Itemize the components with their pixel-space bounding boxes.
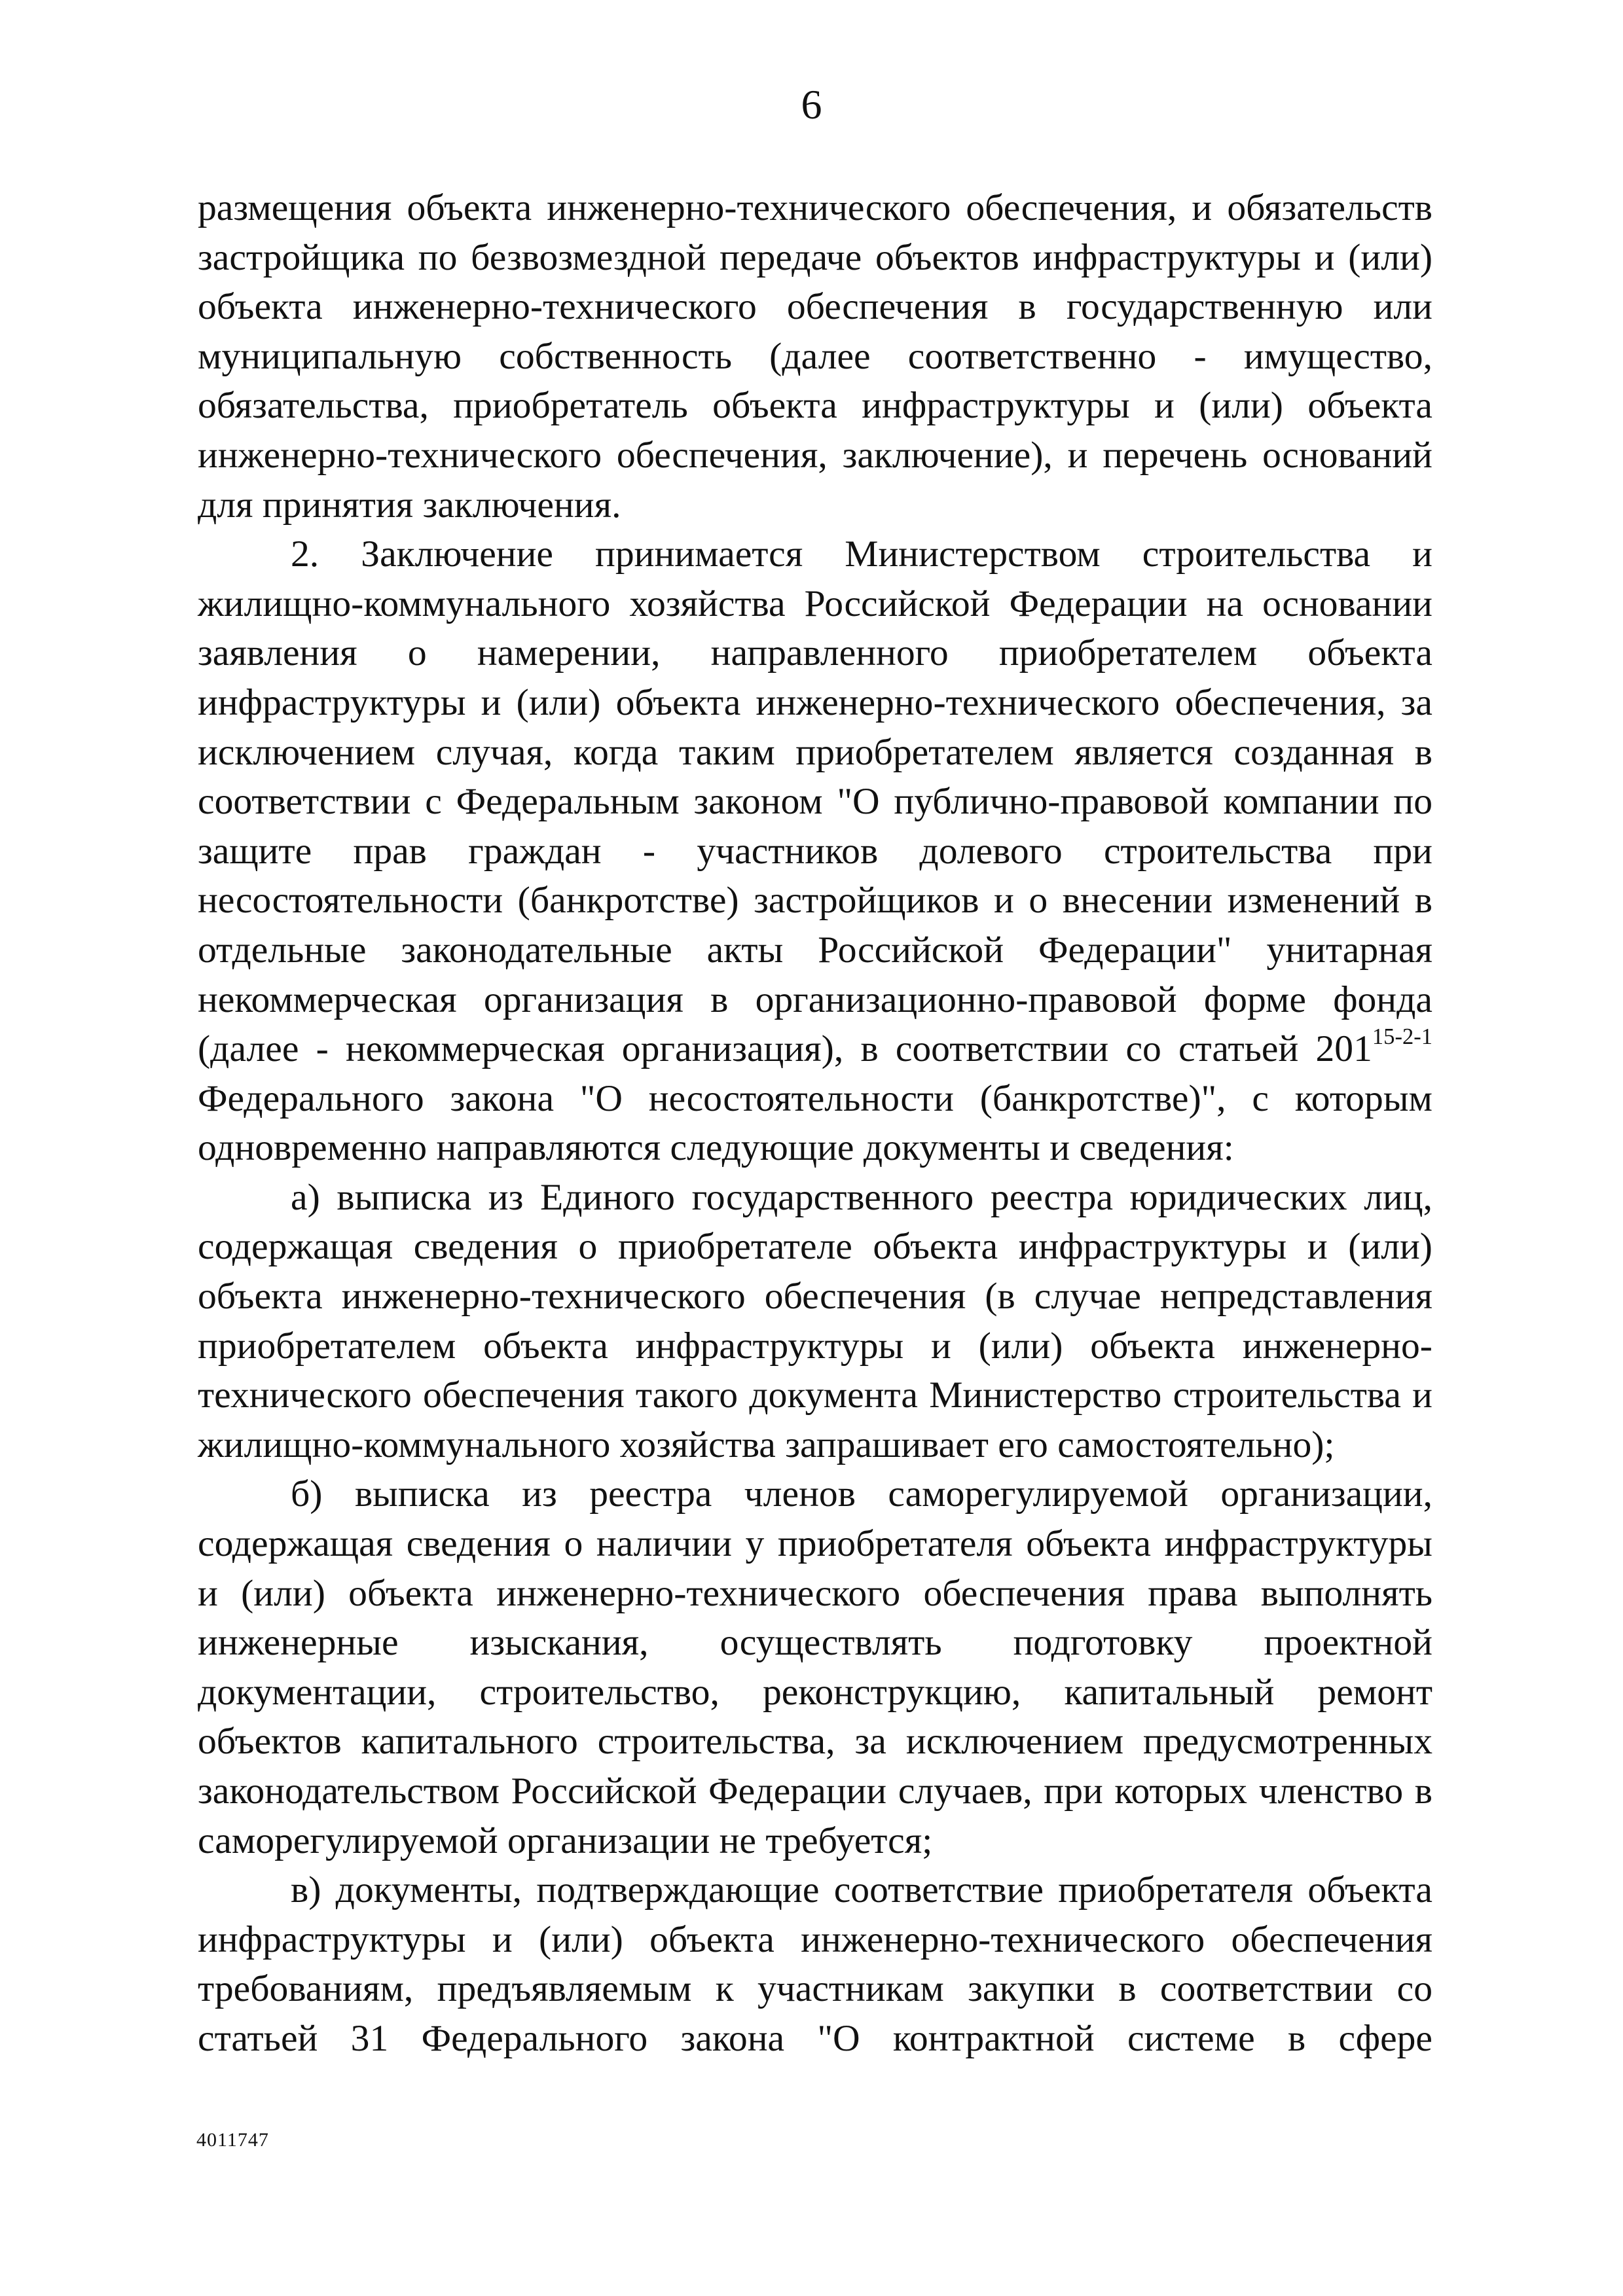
paragraph-subitem-a: а) выписка из Единого государственного реестра юридических лиц, содержащая сведения о приобретателе объекта инфраструктуры и (или) объекта инженерно-технического обеспечения (в случае непредставления приобретателем объекта инфраструктуры и (или) объекта инженерно-технического обеспечения такого документа Министерство строительства и жилищно-коммунального хозяйства запрашивает его самостоятельно);: [198, 1176, 1432, 1465]
document-code: 4011747: [196, 2129, 269, 2151]
article-superscript: 15-2-1: [1372, 1024, 1432, 1050]
page-number: 6: [801, 81, 822, 128]
paragraph-continuation: размещения объекта инженерно-технического обеспечения, и обязательств застройщика по безвозмездной передаче объектов инфраструктуры и (или) объекта инженерно-технического обеспечения в государственную или муниципальную собственность (далее соответственно - имущество, обязательства, приобретатель объекта инфраструктуры и (или) объекта инженерно-технического обеспечения, заключение), и перечень оснований для принятия заключения.: [198, 187, 1432, 526]
paragraph-subitem-v: в) документы, подтверждающие соответствие приобретателя объекта инфраструктуры и (или) объекта инженерно-технического обеспечения требованиям, предъявляемым к участникам закупки в соответствии со статьей 31 Федерального закона "О контрактной системе в сфере: [198, 1869, 1432, 2059]
paragraph-item-2: [198, 529, 1432, 1173]
paragraph-item-2-text: 2. Заключение принимается Министерством строительства и жилищно-коммунального хозяйства Российской Федерации на основании заявления о намерении, направленного приобретателем объекта инфраструктуры и (или) объекта инженерно-технического обеспечения, за исключением случая, когда таким приобретателем является созданная в соответствии с Федеральным законом "О публично-правовой компании по защите прав граждан - участников долевого строительства при несостоятельности (банкротстве) застройщиков и о внесении изменений в отдельные законодательные акты Российской Федерации" унитарная некоммерческая организация в организационно-правовой форме фонда (далее - некоммерческая организация), в соответствии со статьей 201: [198, 533, 1432, 1070]
paragraph-item-2-text-cont: Федерального закона "О несостоятельности (банкротстве)", с которым одновременно направляются следующие документы и сведения:: [198, 1077, 1432, 1169]
paragraph-subitem-b: б) выписка из реестра членов саморегулируемой организации, содержащая сведения о наличии у приобретателя объекта инфраструктуры и (или) объекта инженерно-технического обеспечения права выполнять инженерные изыскания, осуществлять подготовку проектной документации, строительство, реконструкцию, капитальный ремонт объектов капитального строительства, за исключением предусмотренных законодательством Российской Федерации случаев, при которых членство в саморегулируемой организации не требуется;: [198, 1473, 1432, 1861]
document-body: [198, 183, 1432, 2064]
